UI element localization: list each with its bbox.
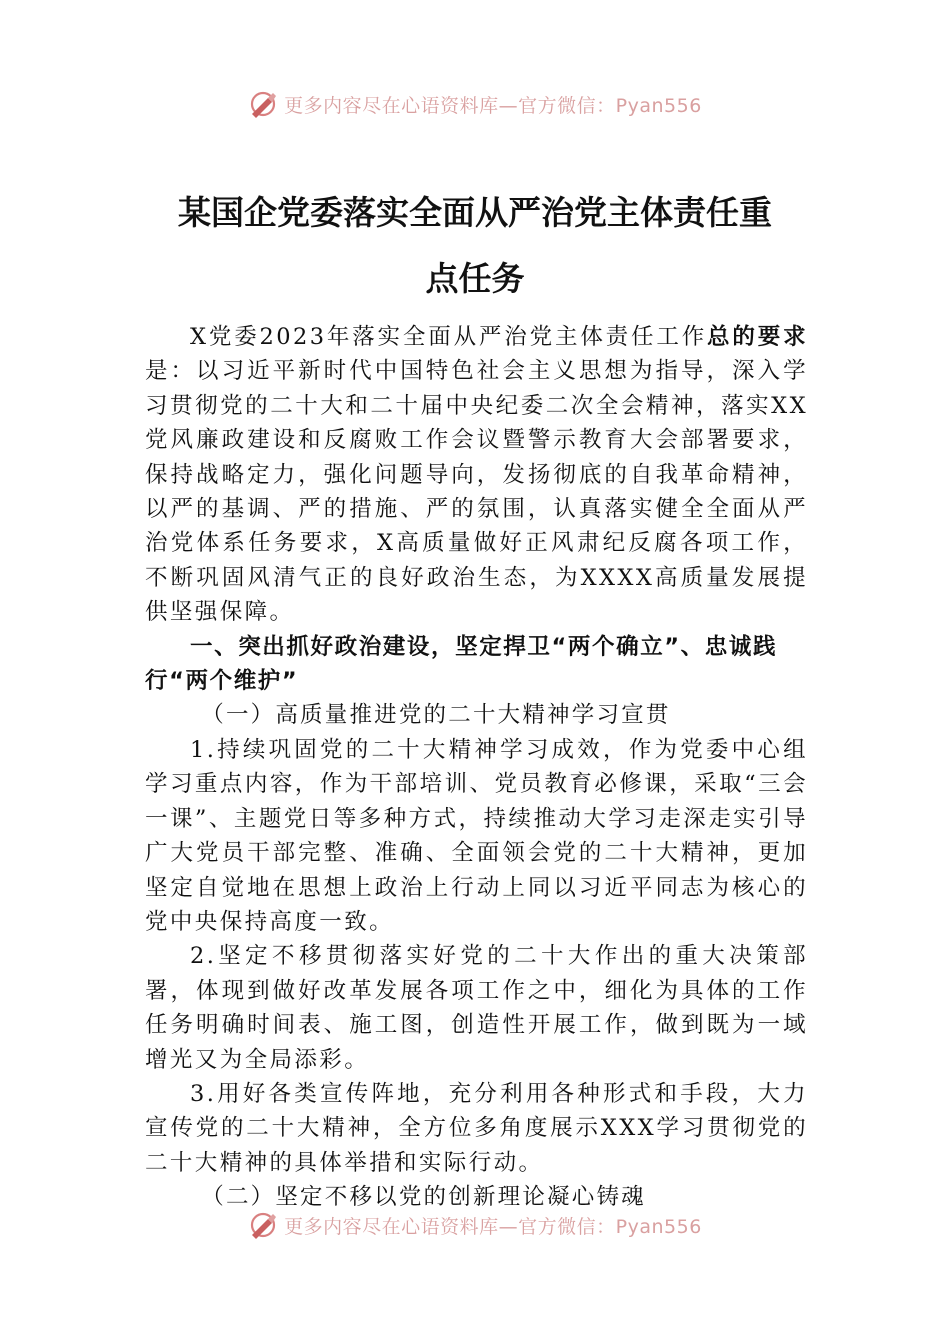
section-1-heading: 一、突出抓好政治建设，坚定捍卫“两个确立”、忠诚践行“两个维护” bbox=[145, 633, 778, 695]
subsection-2-heading: （二）坚定不移以党的创新理论凝心铸魂 bbox=[201, 1184, 646, 1211]
document-title-line-2: 点任务 bbox=[425, 259, 525, 298]
intro-paragraph bbox=[145, 320, 808, 630]
document-body bbox=[145, 320, 808, 1215]
pen-logo-icon bbox=[248, 89, 278, 119]
intro-rest: 是：以习近平新时代中国特色社会主义思想为指导，深入学习贯彻党的二十大和二十届中央纪委二次全会精神，落实XX党风廉政建设和反腐败工作会议暨警示教育大会部署要求，保持战略定力，强化问题导向，发扬彻底的自我革命精神，以严的基调、严的措施、严的氛围，认真落实健全全面从严治党体系任务要求，X高质量做好正风肃纪反腐各项工作，不断巩固风清气正的良好政治生态，为XXXX高质量发展提供坚强保障。 bbox=[145, 358, 808, 626]
item-1: 1.持续巩固党的二十大精神学习成效，作为党委中心组学习重点内容，作为干部培训、党员教育必修课，采取“三会一课”、主题党日等多种方式，持续推动大学习走深走实引导广大党员干部完整、准确、全面领会党的二十大精神，更加坚定自觉地在思想上政治上行动上同以习近平同志为核心的党中央保持高度一致。 bbox=[145, 736, 808, 935]
intro-prefix: X党委2023年落实全面从严治党主体责任工作 bbox=[190, 324, 708, 350]
subsection-1-heading: （一）高质量推进党的二十大精神学习宣贯 bbox=[201, 702, 671, 729]
item-2: 2.坚定不移贯彻落实好党的二十大作出的重大决策部署，体现到做好改革发展各项工作之中，细化为具体的工作任务明确时间表、施工图，创造性开展工作，做到既为一域增光又为全局添彩。 bbox=[145, 943, 808, 1073]
watermark-bottom bbox=[0, 1207, 950, 1243]
item-3: 3.用好各类宣传阵地，充分利用各种形式和手段，大力宣传党的二十大精神，全方位多角度展示XXX学习贯彻党的二十大精神的具体举措和实际行动。 bbox=[145, 1080, 808, 1176]
watermark-top bbox=[0, 86, 950, 122]
pen-logo-icon bbox=[248, 1210, 278, 1240]
watermark-text: 更多内容尽在心语资料库—官方微信：Pyan556 bbox=[284, 1215, 702, 1238]
watermark-text: 更多内容尽在心语资料库—官方微信：Pyan556 bbox=[284, 94, 702, 117]
document-title-line-1: 某国企党委落实全面从严治党主体责任重 bbox=[178, 193, 772, 232]
intro-bold: 总的要求 bbox=[707, 324, 808, 350]
